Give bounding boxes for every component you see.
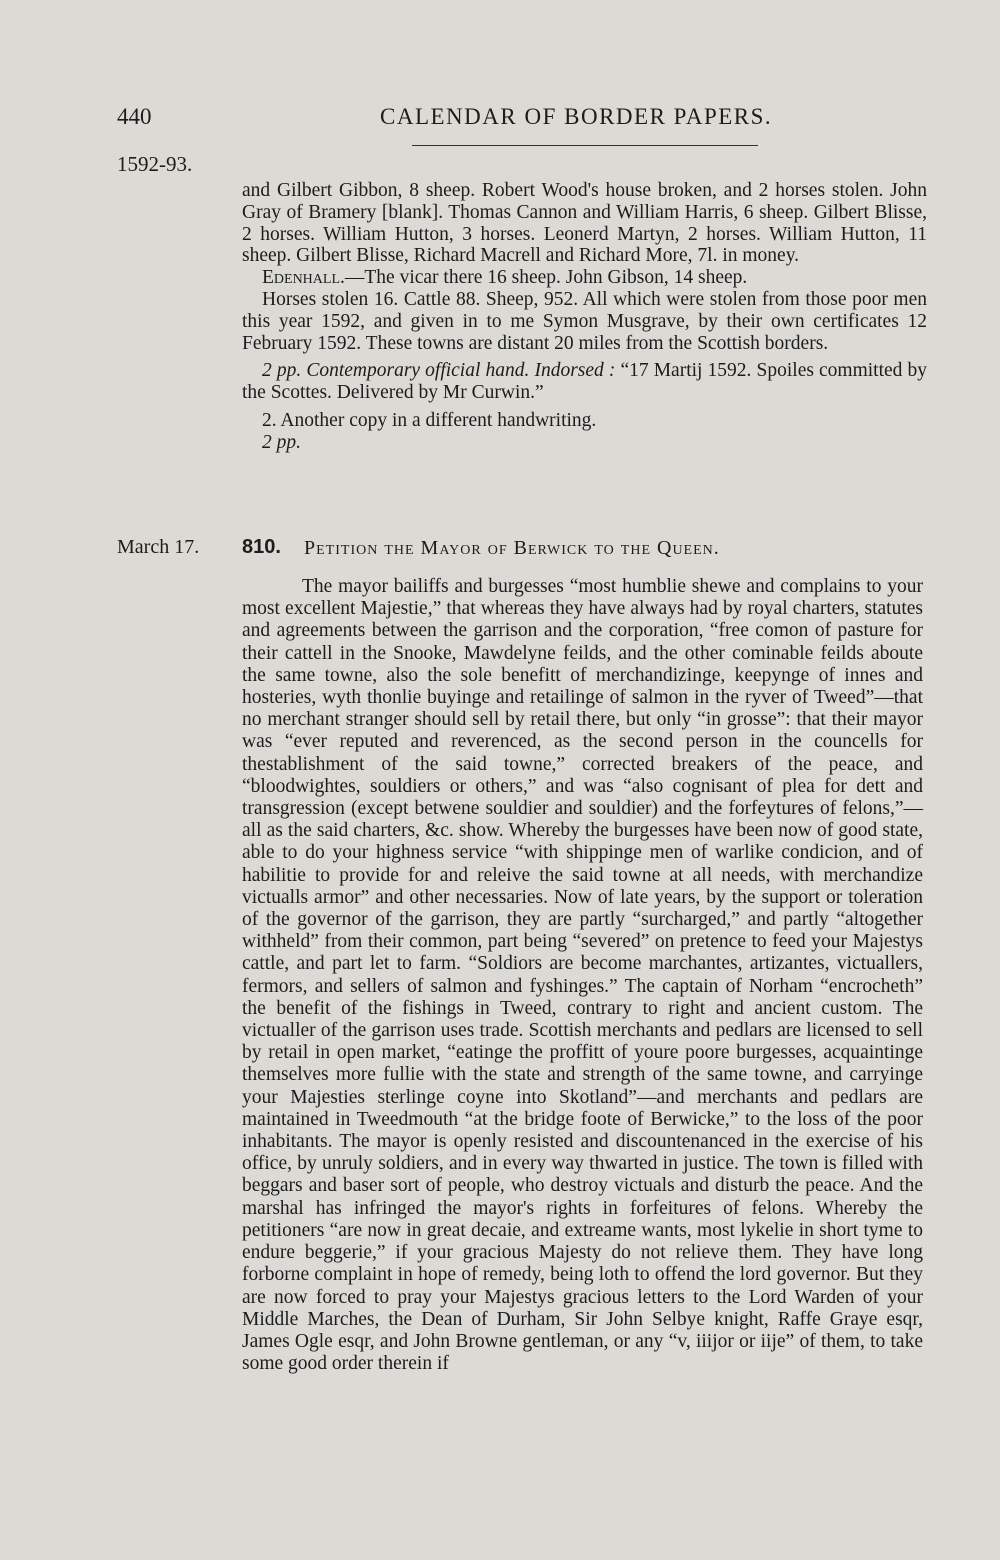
year-label: 1592-93. [117,152,193,176]
copy-pages: 2 pp. [262,431,301,453]
entry-date: March 17. [117,536,200,558]
summary-paragraph: Horses stolen 16. Cattle 88. Sheep, 952. All which were stolen from those poor men this year 1592, and given in to me Symon Musgrave, by their own certificates 12 February 1592. These towns are distant 20 miles from the Scottish borders. [242,288,927,354]
spoils-list-paragraph: and Gilbert Gibbon, 8 sheep. Robert Wood's house broken, and 2 horses stolen. John Gray of Bramery [blank]. Thomas Cannon and William Harris, 6 sheep. Gilbert Blisse, 2 horses. William Hutton, 3 horses. Leonerd Martyn, 2 horses. William Hutton, 11 sheep. Gilbert Blisse, Richard Macrell and Richard More, 7l. in money. [242,180,927,267]
entry-title: Petition the Mayor of Berwick to the Queen. [304,537,720,559]
entry-number: 810. [242,536,281,558]
running-title: CALENDAR OF BORDER PAPERS. [380,104,773,129]
note-hand: Contemporary official hand. [306,360,530,382]
copy-note: 2. Another copy in a different handwriting. [262,409,597,431]
entry-body: The mayor bailiffs and burgesses “most humblie shewe and complains to your most excellent Majestie,” that whereas they have always had by royal charters, statutes and agreements between the garrison and the corporation, “free comon of pasture for their cattell in the Snooke, Mawdelyne feilds, and the other cominable feilds aboute the same towne, also the sole benefitt of merchandizinge, keepynge of innes and hosteries, wyth thonlie buyinge and retailinge of salmon in the ryver of Tweed”—that no merchant stranger should sell by retail there, but only “in grosse”: that their mayor was “ever reputed and reverenced, as the second person in the councells for thestablishment of the said towne,” corrected breakers of the peace, and “bloodwightes, souldiers or others,” and was “also cognisant of plea for dett and transgression (except betwene souldier and souldier) and the forfeytures of felons,”—all as the said charters, &c. show. Whereby the burgesses have been now of good state, able to do your highness service “with shippinge men of warlike condicion, and of habilitie to provide for and releive the said towne at all needs, with merchandize victualls armor” and other necessaries. Now of late years, by the support or toleration of the governor of the garrison, they are partly “surcharged,” and partly “altogether withheld” from their common, part being “severed” on pretence to feed your Majestys cattle, and part let to farm. “Soldiors are become marchantes, artizantes, victuallers, fermors, and sellers of salmon and fyshinges.” The captain of Norham “encrocheth” the benefit of the fishings in Tweed, contrary to right and ancient custom. The victualler of the garrison uses trade. Scottish merchants and pedlars are licensed to sell by retail in open market, “eatinge the proffitt of youre poore burgesses, acquaintinge themselves more fullie with the state and strength of the same towne, and carryinge your Majesties sterlinge coyne into Skotland”—and merchants and pedlars are maintained in Tweedmouth “at the bridge foote of Berwicke,” to the loss of the poor inhabitants. The mayor is openly resisted and discountenanced in the exercise of his office, by unruly soldiers, and in every way thwarted in justice. The town is filled with beggars and baser sort of people, who destroy victuals and disturb the peace. And the marshal has infringed the mayor's rights in forfeitures of felons. Whereby the petitioners “are now in great decaie, and extreame wants, most lykelie in short tyme to endure beggerie,” if your gracious Majesty do not relieve them. They have long forborne complaint in hope of remedy, being loth to offend the lord governor. But they are now forced to pray your Majestys gracious letters to the Lord Warden of your Middle Marches, the Dean of Durham, Sir John Selbye knight, Raffe Graye esqr, James Ogle esqr, and John Browne gentleman, or any “v, iiijor or iije” of them, to take some good order therein if [242,576,923,1375]
note-text: “17 Martij 1592. Spoiles committed by the Scottes. Delivered by Mr Curwin.” [242,360,928,404]
edenhall-text: —The vicar there 16 sheep. John Gibson, 14 sheep. [344,267,748,289]
page-number: 440 [117,104,152,129]
note-pages: 2 pp. [262,360,302,382]
note-indorsed: Indorsed : [534,360,616,382]
document-note [242,360,927,404]
edenhall-label: Edenhall. [262,267,345,289]
previous-entry-continuation [242,180,927,454]
header-rule [412,145,758,146]
edenhall-paragraph [242,267,927,289]
